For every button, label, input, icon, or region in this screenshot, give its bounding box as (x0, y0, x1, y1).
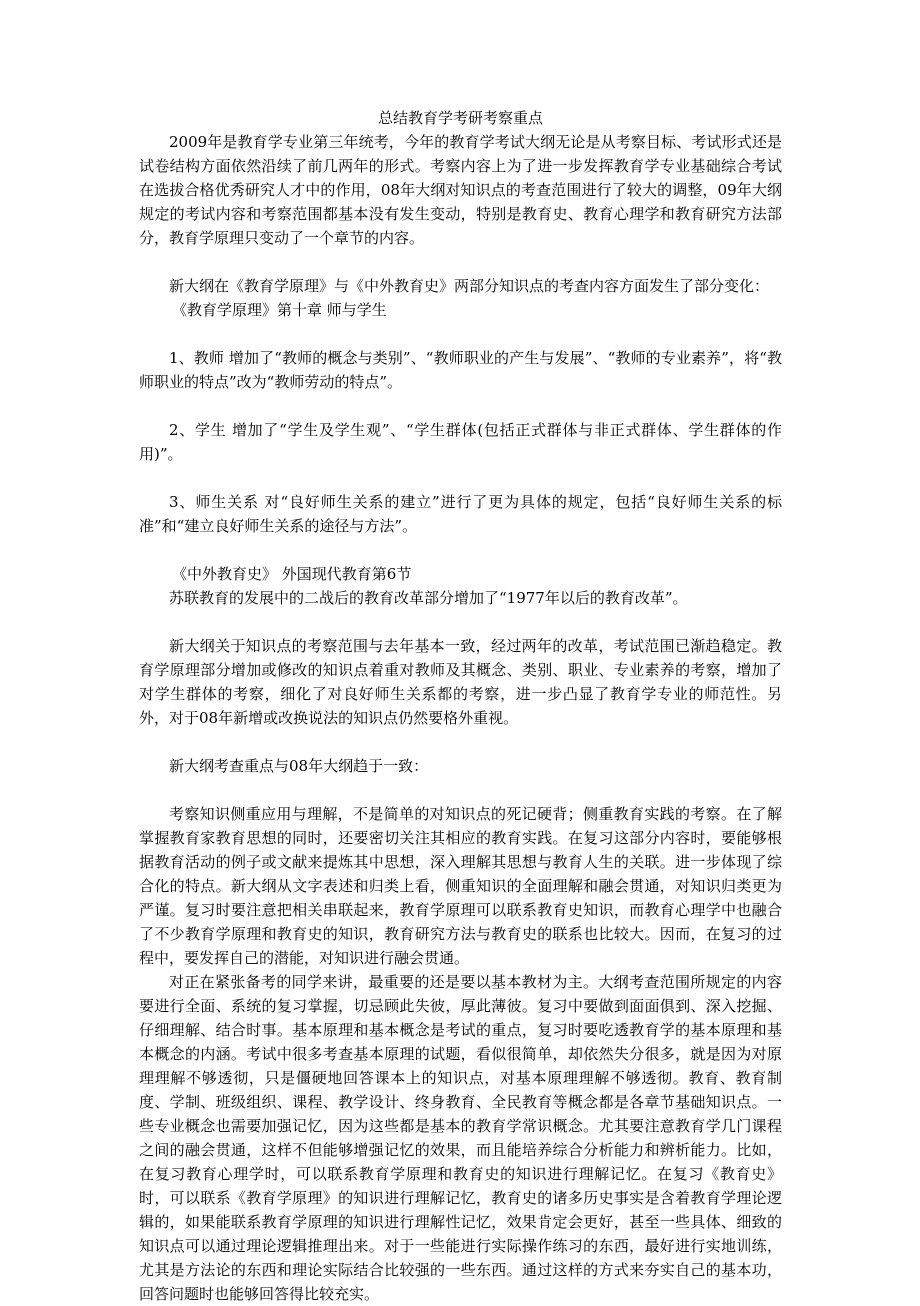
spacer (139, 250, 782, 274)
spacer (139, 538, 782, 562)
section-heading-history: 《中外教育史》 外国现代教育第6节 (172, 565, 412, 583)
paragraph-scope: 新大纲关于知识点的考察范围与去年基本一致，经过两年的改革，考试范围已渐趋稳定。教育学原理部分增加或修改的知识点着重对教师及其概念、类别、职业、专业素养的考察，增加了对学生群体的考察，细化了对良好师生关系都的考察，进一步凸显了教育学专业的师范性。另外，对于08年新增或改换说法的知识点仍然要格外重视。 (139, 637, 782, 727)
paragraph-soviet-reform: 苏联教育的发展中的二战后的教育改革部分增加了“1977年以后的教育改革”。 (169, 589, 688, 607)
spacer (139, 394, 782, 418)
paragraph-focus: 新大纲考查重点与08年大纲趋于一致： (169, 757, 429, 775)
paragraph-review-advice: 对正在紧张备考的同学来讲，最重要的还是要以基本教材为主。大纲考查范围所规定的内容要进行全面、系统的复习掌握，切忌顾此失彼，厚此薄彼。复习中要做到面面俱到、深入挖掘、仔细理解、结合时事。基本原理和基本概念是考试的重点，复习时要吃透教育学的基本原理和基本概念的内涵。考试中很多考查基本原理的试题，看似很简单，却依然失分很多，就是因为对原理理解不够透彻，只是僵硬地回答课本上的知识点，对基本原理理解不够透彻。教育、教育制度、学制、班级组织、课程、教学设计、终身教育、全民教育等概念都是各章节基础知识点。一些专业概念也需要加强记忆，因为这些都是基本的教育学常识概念。尤其要注意教育学几门课程之间的融会贯通，这样不但能够增强记忆的效果，而且能培养综合分析能力和辨析能力。比如，在复习教育心理学时，可以联系教育学原理和教育史的知识进行理解记忆。在复习《教育史》时，可以联系《教育学原理》的知识进行理解记忆，教育史的诸多历史事实是含着教育学理论逻辑的，如果能联系教育学原理的知识进行理解性记忆，效果肯定会更好，甚至一些具体、细致的知识点可以通过理论逻辑推理出来。对于一些能进行实际操作练习的东西，最好进行实地训练，尤其是方法论的东西和理论实际结合比较强的一些东西。通过这样的方式来夯实自己的基本功，回答问题时也能够回答得比较充实。 (139, 973, 782, 1303)
spacer (139, 730, 782, 754)
spacer (139, 466, 782, 490)
paragraph-changes-intro: 新大纲在《教育学原理》与《中外教育史》两部分知识点的考查内容方面发生了部分变化： (169, 277, 770, 295)
spacer (139, 610, 782, 634)
document-title: 总结教育学考研考察重点 (377, 109, 543, 127)
list-item-student: 2、学生 增加了“学生及学生观”、“学生群体(包括正式群体与非正式群体、学生群体的作用)”。 (139, 421, 782, 463)
list-item-teacher: 1、教师 增加了“教师的概念与类别”、“教师职业的产生与发展”、“教师的专业素养”，将“教师职业的特点”改为“教师劳动的特点”。 (139, 349, 782, 391)
spacer (139, 778, 782, 802)
list-item-relationship: 3、师生关系 对“良好师生关系的建立”进行了更为具体的规定，包括“良好师生关系的标准”和“建立良好师生关系的途径与方法”。 (139, 493, 782, 535)
section-heading-principles: 《教育学原理》第十章 师与学生 (172, 301, 387, 319)
spacer (139, 322, 782, 346)
paragraph-application: 考察知识侧重应用与理解，不是简单的对知识点的死记硬背；侧重教育实践的考察。在了解掌握教育家教育思想的同时，还要密切关注其相应的教育实践。在复习这部分内容时，要能够根据教育活动的例子或文献来提炼其中思想，深入理解其思想与教育人生的关联。进一步体现了综合化的特点。新大纲从文字表述和归类上看，侧重知识的全面理解和融会贯通，对知识归类更为严谨。复习时要注意把相关串联起来，教育学原理可以联系教育史知识，而教育心理学中也融合了不少教育学原理和教育史的知识，教育研究方法与教育史的联系也比较大。因而，在复习的过程中，要发挥自己的潜能，对知识进行融会贯通。 (139, 805, 782, 967)
document-page (139, 106, 782, 1306)
paragraph-intro: 2009年是教育学专业第三年统考，今年的教育学考试大纲无论是从考察目标、考试形式还是试卷结构方面依然沿续了前几两年的形式。考察内容上为了进一步发挥教育学专业基础综合考试在选拔合格优秀研究人才中的作用，08年大纲对知识点的考查范围进行了较大的调整，09年大纲规定的考试内容和考察范围都基本没有发生变动，特别是教育史、教育心理学和教育研究方法部分，教育学原理只变动了一个章节的内容。 (139, 133, 782, 247)
